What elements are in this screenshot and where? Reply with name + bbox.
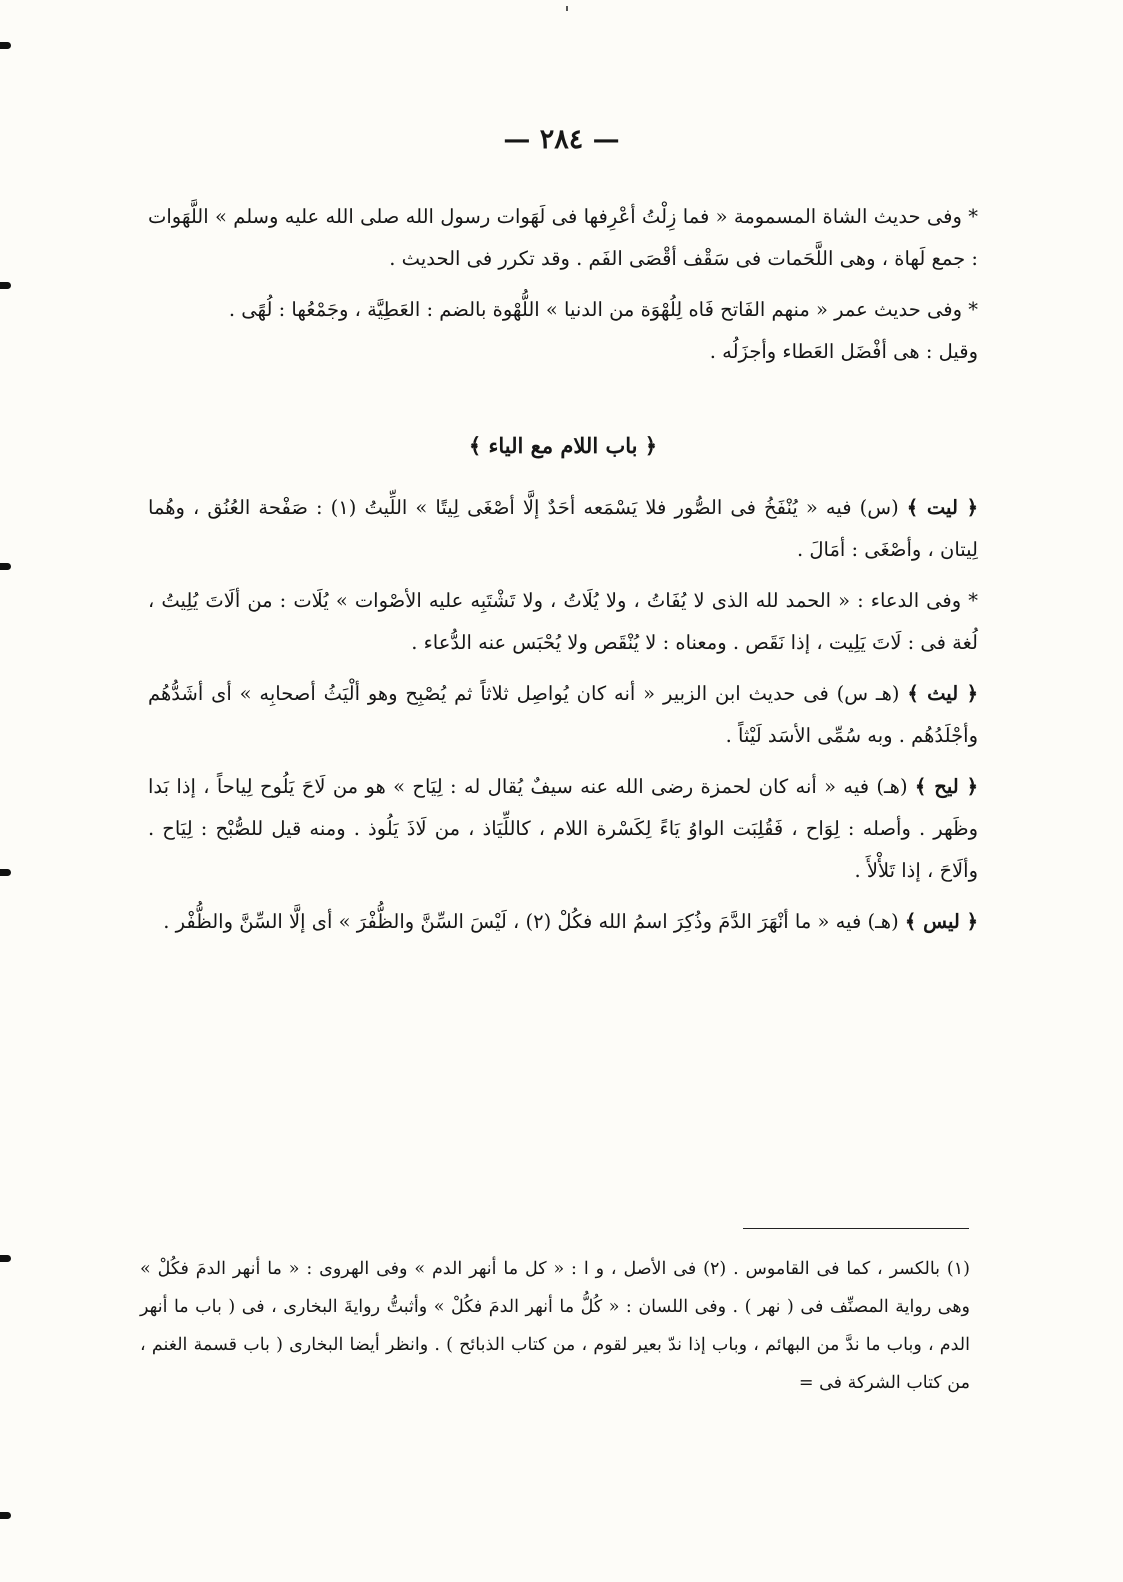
entry-laysa — [148, 901, 978, 943]
page-number: — ٢٨٤ — — [503, 124, 620, 155]
entry-liyah — [148, 766, 978, 892]
entry-dua — [148, 580, 978, 664]
entry-text: (هـ) فيه « ما أنْهَرَ الدَّمَ وذُكِرَ اسمُ الله فكُلْ (٢) ، لَيْسَ السِّنَّ والظُّفْرَ » أى إلَّا السِّنَّ والظُّفْر . — [163, 910, 899, 933]
footnotes: (١) بالكسر ، كما فى القاموس . (٢) فى الأصل ، و ا : « كل ما أنهر الدم » وفى الهروى : « ما أنهر الدمَ فكُلْ » وهى رواية المصنِّف فى ( نهر ) . وفى اللسان : « كُلُّ ما أنهر الدمَ فكُلْ » وأثبتُّ روايةَ البخارى ، فى ( باب ما أنهر الدم ، وباب ما ندَّ من البهائم ، وباب إذا ندّ بعير لقوم ، من كتاب الذبائح ) . وانظر أيضا البخارى ( باب قسمة الغنم ، من كتاب الشركة فى = — [140, 1259, 970, 1393]
footnote-divider — [743, 1228, 969, 1229]
entry-layt — [148, 487, 978, 571]
binding-mark — [0, 282, 11, 289]
binding-mark — [0, 42, 11, 49]
entry-headword: ﴿ ليح ﴾ — [914, 775, 978, 798]
entry-text: (هـ س) فى حديث ابن الزبير « أنه كان يُواصِل ثلاثاً ثم يُصْبِح وهو ألْيَثُ أصحابِه » أى أشَدُّهُم وأجْلَدُهُم . وبه سُمِّى الأسَد لَيْثاً . — [148, 682, 978, 747]
binding-mark — [0, 1255, 11, 1262]
binding-mark — [0, 1512, 11, 1519]
paragraph-qila: وقيل : هى أفْضَل العَطاء وأجزَلُه . — [709, 340, 978, 363]
entry-layth — [148, 673, 978, 757]
entry-headword: ﴿ ليس ﴾ — [904, 910, 978, 933]
section-heading: ﴿ باب اللام مع الياء ﴾ — [468, 433, 658, 458]
binding-mark — [0, 563, 11, 570]
main-text — [148, 196, 978, 943]
entry-headword: ﴿ ليث ﴾ — [907, 682, 978, 705]
binding-mark — [0, 869, 11, 876]
entry-text: (س) فيه « يُنْفَخُ فى الصُّور فلا يَسْمَعه أحَدٌ إلَّا أصْغَى لِيتًا » اللِّيتُ (١) : صَفْحة العُنُق ، وهُما لِيتان ، وأصْغَى : أمَالَ . — [148, 496, 978, 561]
entry-text: (هـ) فيه « أنه كان لحمزة رضى الله عنه سيفٌ يُقال له : لِيَاح » هو من لَاحَ يَلُوح لِياحاً ، إذا بَدا وظَهر . وأصله : لِوَاح ، فَقُلِبَت الواوُ يَاءً لِكَسْرة اللام ، كاللِّيَاذ ، من لَاذَ يَلُوذ . ومنه قيل للصُّبْح : لِيَاح . وألَاحَ ، إذا تَلأْلأَ . — [148, 775, 978, 882]
entry-text: * وفى الدعاء : « الحمد لله الذى لا يُفَاتُ ، ولا يُلَاتُ ، ولا تَشْتَبِه عليه الأصْوات » يُلَات : من ألَاتَ يُلِيتُ ، لُغة فى : لَاتَ يَلِيت ، إذا نَقَص . ومعناه : لا يُنْقَص ولا يُحْبَس عنه الدُّعاء . — [148, 589, 978, 654]
paragraph-lahawat: * وفى حديث الشاة المسمومة « فما زِلْتُ أعْرِفها فى لَهَوات رسول الله صلى الله عليه وسلم » اللَّهَوات : جمع لَهاة ، وهى اللَّحَمات فى سَقْف أقْصَى الفَم . وقد تكرر فى الحديث . — [148, 205, 978, 270]
entry-headword: ﴿ ليت ﴾ — [906, 496, 979, 519]
scan-speck — [566, 6, 568, 11]
paragraph-luhwa: * وفى حديث عمر « منهم الفَاتح فَاه لِلُهْوَة من الدنيا » اللُّهْوة بالضم : العَطِيَّة ، وجَمْعُها : لُهًى . — [228, 298, 978, 321]
